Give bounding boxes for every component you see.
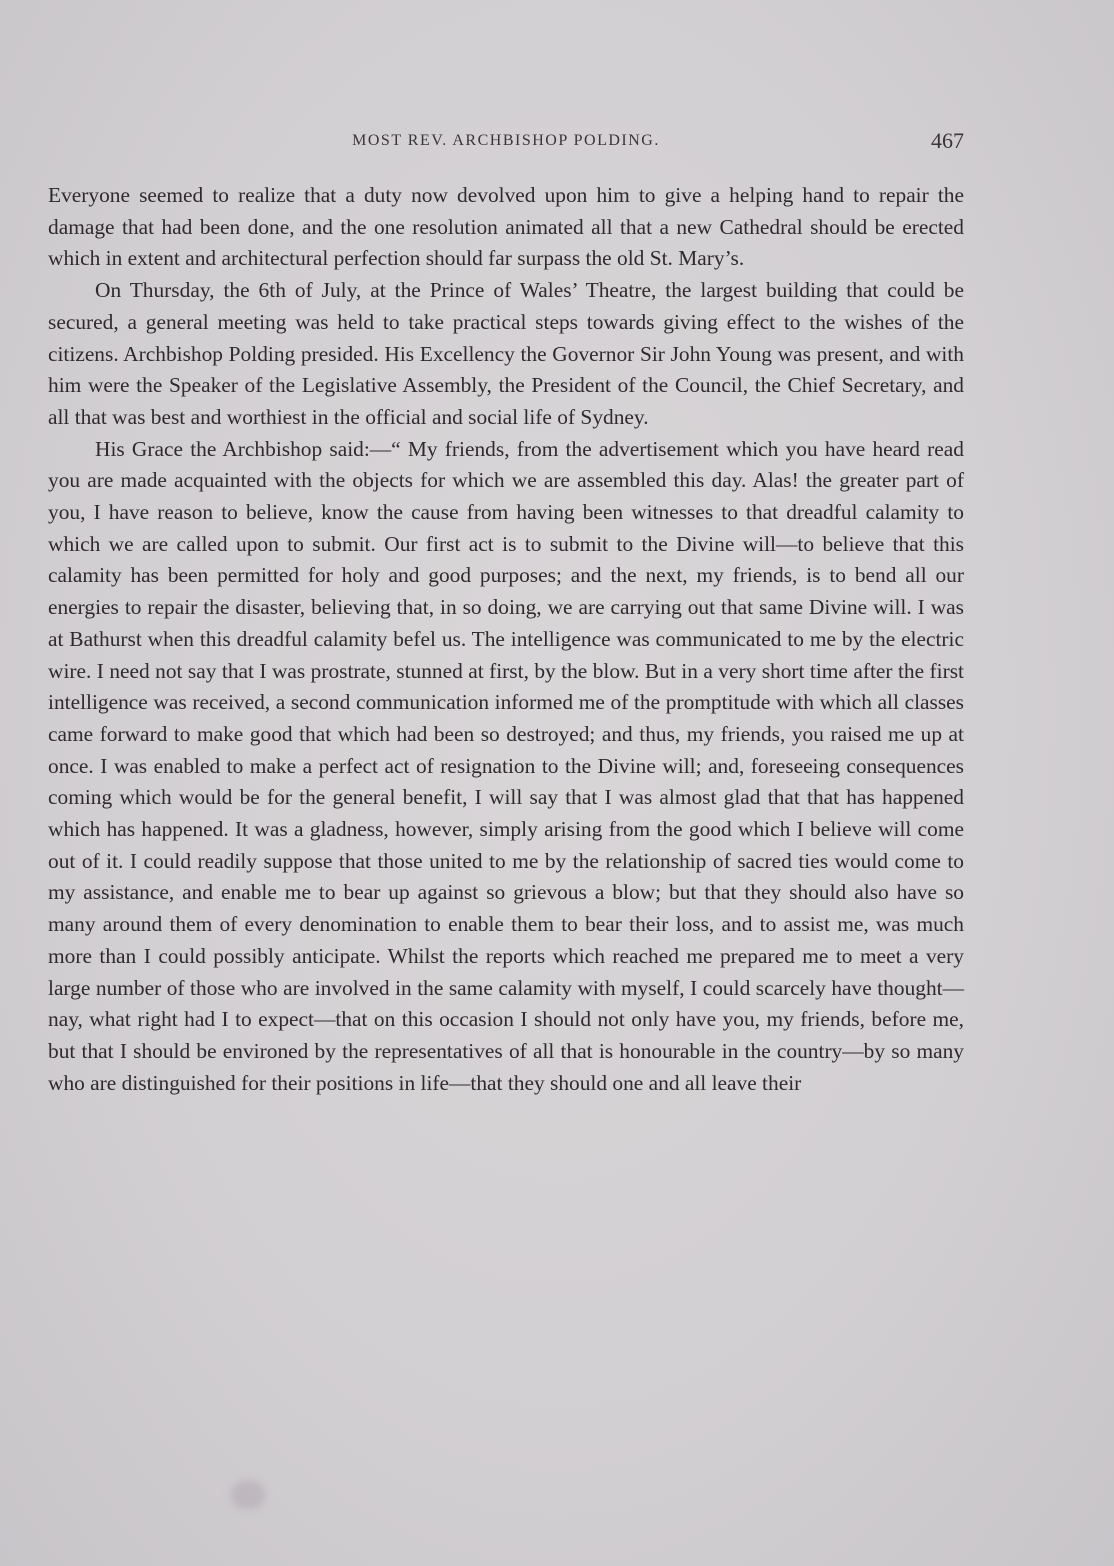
page-number: 467 (931, 128, 964, 153)
paper-smudge (230, 1480, 266, 1510)
body-text (48, 180, 964, 1099)
paragraph-speech: His Grace the Archbishop said:—“ My friends, from the advertisement which you have heard read you are made acquainted with the objects for which we are assembled this day. Alas! the greater part of you, I have reason to believe, know the cause from having been witnesses to that dreadful calamity to which we are called upon to submit. Our first act is to submit to the Divine will—to believe that this calamity has been permitted for holy and good purposes; and the next, my friends, is to bend all our energies to repair the disaster, believing that, in so doing, we are carrying out that same Divine will. I was at Bathurst when this dreadful calamity befel us. The intelligence was communicated to me by the electric wire. I need not say that I was prostrate, stunned at first, by the blow. But in a very short time after the first intelligence was received, a second communication informed me of the promptitude with which all classes came forward to make good that which had been so destroyed; and thus, my friends, you raised me up at once. I was enabled to make a perfect act of resignation to the Divine will; and, foreseeing consequences coming which would be for the general benefit, I will say that I was almost glad that that has happened which has happened. It was a gladness, however, simply arising from the good which I believe will come out of it. I could readily suppose that those united to me by the relationship of sacred ties would come to my assistance, and enable me to bear up against so grievous a blow; but that they should also have so many around them of every denomination to enable them to bear their loss, and to assist me, was much more than I could possibly anticipate. Whilst the reports which reached me prepared me to meet a very large number of those who are involved in the same calamity with myself, I could scarcely have thought—nay, what right had I to expect—that on this occasion I should not only have you, my friends, before me, but that I should be environed by the representatives of all that is honourable in the country—by so many who are distinguished for their positions in life—that they should one and all leave their (48, 436, 964, 1095)
paragraph-continuation: Everyone seemed to realize that a duty now devolved upon him to give a helping hand to repair the damage that had been done, and the one resolution animated all that a new Cathedral should be erected which in extent and architectural perfection should far surpass the old St. Mary’s. (48, 183, 964, 271)
paragraph-meeting: On Thursday, the 6th of July, at the Prince of Wales’ Theatre, the largest building that could be secured, a general meeting was held to take practical steps towards giving effect to the wishes of the citizens. Archbishop Polding presided. His Excellency the Governor Sir John Young was present, and with him were the Speaker of the Legislative Assembly, the President of the Council, the Chief Secretary, and all that was best and worthiest in the official and social life of Sydney. (48, 278, 964, 429)
running-head (48, 128, 964, 158)
running-title: MOST REV. ARCHBISHOP POLDING. (352, 132, 660, 149)
